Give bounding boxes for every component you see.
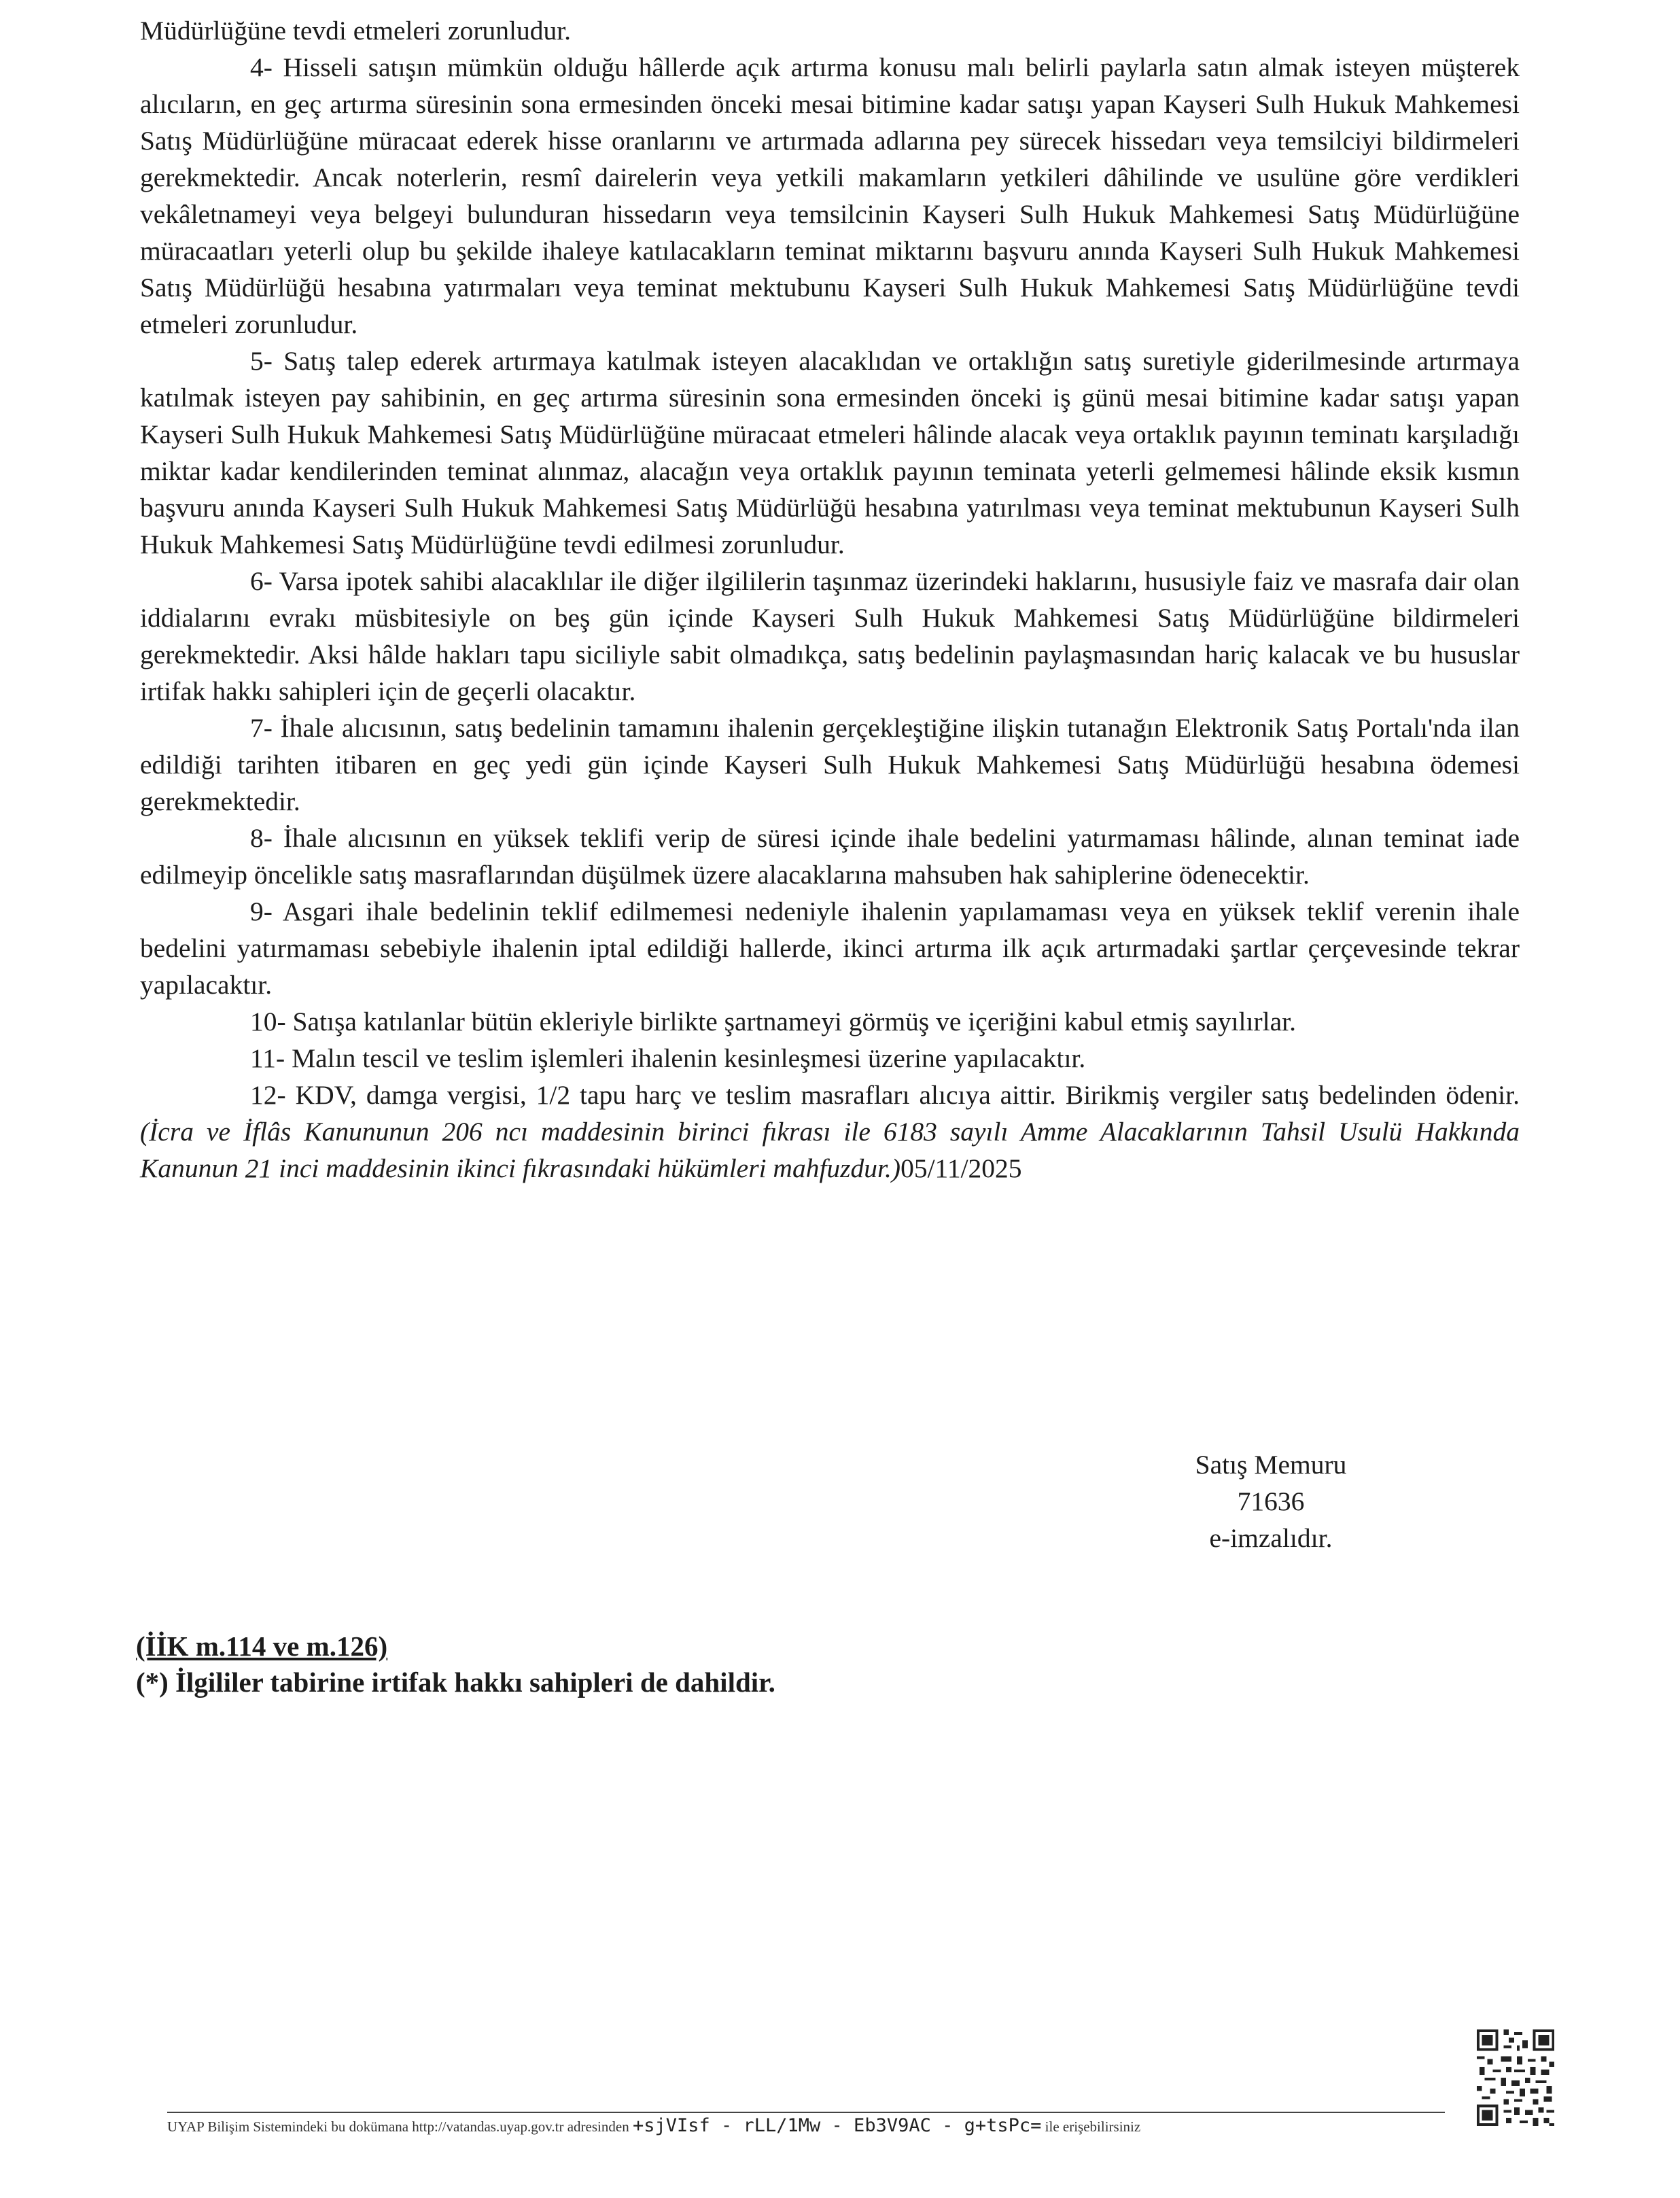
paragraph-4: 4- Hisseli satışın mümkün olduğu hâllerde açık artırma konusu malı belirli paylarla satın almak isteyen müşterek alıcıların, en geç artırma süresinin sona ermesinden önceki mesai bitimine kadar satışı yapan Kayseri Sulh Hukuk Mahkemesi Satış Müdürlüğüne müracaat ederek hisse oranlarını ve artırmada adlarına pey sürecek hissedarı veya temsilciyi bildirmeleri gerekmektedir. Ancak noterlerin, resmî dairelerin veya yetkili makamların yetkileri dâhilinde ve usulüne göre verdikleri vekâletnameyi veya belgeyi bulunduran hissedarın veya temsilcinin Kayseri Sulh Hukuk Mahkemesi Satış Müdürlüğüne müracaatları yeterli olup bu şekilde ihaleye katılacakların teminat miktarını başvuru anında Kayseri Sulh Hukuk Mahkemesi Satış Müdürlüğü hesabına yatırmaları veya teminat mektubunu Kayseri Sulh Hukuk Mahkemesi Satış Müdürlüğüne tevdi etmeleri zorunludur. bbox=[140, 52, 1520, 339]
paragraph-12-legal-clause: (İcra ve İflâs Kanununun 206 ncı maddesinin birinci fıkrası ile 6183 sayılı Amme Alacaklarının Tahsil Usulü Hakkında Kanunun 21 inci maddesinin ikinci fıkrasındaki hükümleri mahfuzdur.) bbox=[140, 1117, 1520, 1183]
footer-verification bbox=[167, 2115, 1458, 2138]
paragraph-11: 11- Malın tescil ve teslim işlemleri ihalenin kesinleşmesi üzerine yapılacaktır. bbox=[250, 1043, 1086, 1073]
paragraph-6: 6- Varsa ipotek sahibi alacaklılar ile diğer ilgililerin taşınmaz üzerindeki haklarını, hususiyle faiz ve masrafa dair olan iddialarını evrakı müsbitesiyle on beş gün içinde Kayseri Sulh Hukuk Mahkemesi Satış Müdürlüğüne bildirmeleri gerekmektedir. Aksi hâlde hakları tapu siciliyle sabit olmadıkça, satış bedelinin paylaşmasından hariç kalacak ve bu hususlar irtifak hakkı sahipleri için de geçerli olacaktır. bbox=[140, 566, 1520, 706]
paragraph-5: 5- Satış talep ederek artırmaya katılmak isteyen alacaklıdan ve ortaklığın satış suretiyle giderilmesinde artırmaya katılmak isteyen pay sahibinin, en geç artırma süresinin sona ermesinden önceki iş günü mesai bitimine kadar satışı yapan Kayseri Sulh Hukuk Mahkemesi Satış Müdürlüğüne müracaat etmeleri hâlinde alacak veya ortaklık payının teminatı karşıladığı miktar kadar kendilerinden teminat alınmaz, alacağın veya ortaklık payının teminata yeterli gelmemesi hâlinde eksik kısmın başvuru anında Kayseri Sulh Hukuk Mahkemesi Satış Müdürlüğü hesabına yatırılması veya teminat mektubunun Kayseri Sulh Hukuk Mahkemesi Satış Müdürlüğüne tevdi edilmesi zorunludur. bbox=[140, 346, 1520, 559]
paragraph-10: 10- Satışa katılanlar bütün ekleriyle birlikte şartnameyi görmüş ve içeriğini kabul etmiş sayılırlar. bbox=[250, 1007, 1296, 1036]
verification-code: +sjVIsf - rLL/1Mw - Eb3V9AC - g+tsPc= bbox=[632, 2115, 1042, 2136]
paragraph-8: 8- İhale alıcısının en yüksek teklifi verip de süresi içinde ihale bedelini yatırmaması hâlinde, alınan teminat iade edilmeyip öncelikle satış masraflarından düşülmek üzere alacaklarına mahsuben hak sahiplerine ödenecektir. bbox=[140, 823, 1520, 890]
paragraph-9: 9- Asgari ihale bedelinin teklif edilmemesi nedeniyle ihalenin yapılamaması veya en yüksek teklif verenin ihale bedelini yatırmaması sebebiyle ihalenin iptal edildiği hallerde, ikinci artırma ilk açık artırmadaki şartlar çerçevesinde tekrar yapılacaktır. bbox=[140, 896, 1520, 1000]
paragraph-3-end: Müdürlüğüne tevdi etmeleri zorunludur. bbox=[140, 16, 572, 46]
signature-number: 71636 bbox=[1237, 1486, 1305, 1516]
qr-code-icon bbox=[1476, 2029, 1555, 2126]
signature-block bbox=[1169, 1446, 1373, 1556]
signature-title: Satış Memuru bbox=[1195, 1450, 1347, 1480]
legal-footnote: (*) İlgililer tabirine irtifak hakkı sahipleri de dahildir. bbox=[136, 1667, 775, 1698]
legal-reference: (İİK m.114 ve m.126) bbox=[136, 1630, 388, 1662]
footer-prefix: UYAP Bilişim Sistemindeki bu dokümana http://vatandas.uyap.gov.tr adresinden bbox=[167, 2118, 629, 2135]
document-date: 05/11/2025 bbox=[900, 1153, 1022, 1183]
legal-notes bbox=[136, 1628, 1087, 1700]
paragraph-7: 7- İhale alıcısının, satış bedelinin tamamını ihalenin gerçekleştiğine ilişkin tutanağın Elektronik Satış Portalı'nda ilan edildiği tarihten itibaren en geç yedi gün içinde Kayseri Sulh Hukuk Mahkemesi Satış Müdürlüğü hesabına ödemesi gerekmektedir. bbox=[140, 713, 1520, 816]
signature-status: e-imzalıdır. bbox=[1209, 1523, 1333, 1553]
paragraph-12-lead: 12- KDV, damga vergisi, 1/2 tapu harç ve teslim masrafları alıcıya aittir. Birikmiş vergiler satış bedelinden ödenir. bbox=[250, 1080, 1520, 1110]
footer-divider bbox=[167, 2112, 1445, 2113]
footer-suffix: ile erişebilirsiniz bbox=[1045, 2118, 1141, 2135]
paragraph-12 bbox=[140, 1077, 1520, 1187]
document-body bbox=[140, 12, 1520, 1187]
